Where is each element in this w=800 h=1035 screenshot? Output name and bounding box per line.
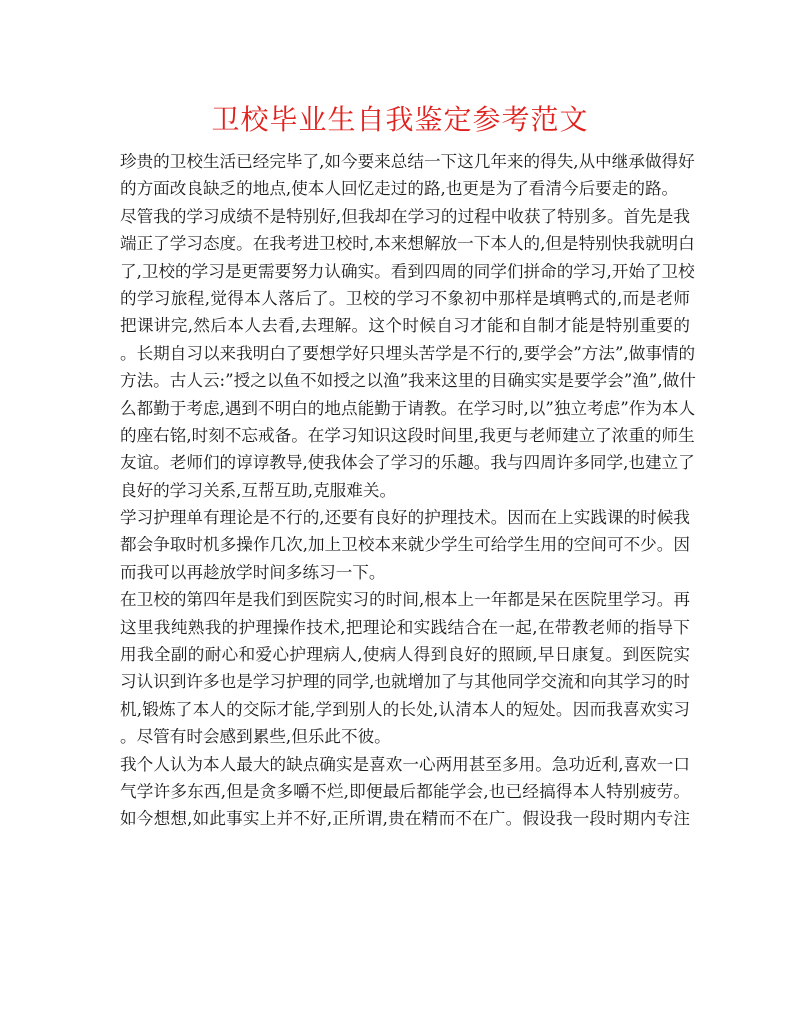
body-line: 。长期自习以来我明白了要想学好只埋头苦学是不行的,要学会”方法”,做事情的 bbox=[120, 343, 696, 363]
body-line: 学习护理单有理论是不行的,还要有良好的护理技术。因而在上实践课的时候我 bbox=[120, 508, 690, 528]
body-line: 我个人认为本人最大的缺点确实是喜欢一心两用甚至多用。急功近利,喜欢一口 bbox=[120, 754, 690, 774]
body-line: 么都勤于考虑,遇到不明白的地点能勤于请教。在学习时,以”独立考虑”作为本人 bbox=[120, 398, 696, 418]
body-line: 的方面改良缺乏的地点,使本人回忆走过的路,也更是为了看清今后要走的路。 bbox=[120, 179, 679, 199]
body-line: 气学许多东西,但是贪多嚼不烂,即便最后都能学会,也已经搞得本人特别疲劳。 bbox=[120, 781, 690, 801]
document-body bbox=[120, 148, 696, 833]
body-line: 友谊。老师们的谆谆教导,使我体会了学习的乐趣。我与四周许多同学,也建立了 bbox=[120, 453, 695, 473]
body-line: 端正了学习态度。在我考进卫校时,本来想解放一下本人的,但是特别快我就明白 bbox=[120, 234, 695, 254]
body-line: 习认识到许多也是学习护理的同学,也就增加了与其他同学交流和向其学习的时 bbox=[120, 672, 690, 692]
body-line: 这里我纯熟我的护理操作技术,把理论和实践结合在一起,在带教老师的指导下 bbox=[120, 617, 690, 637]
body-line: 了,卫校的学习是更需要努力认确实。看到四周的同学们拼命的学习,开始了卫校 bbox=[120, 261, 695, 281]
body-line: 都会争取时机多操作几次,加上卫校本来就少学生可给学生用的空间可不少。因 bbox=[120, 535, 690, 555]
document-title: 卫校毕业生自我鉴定参考范文 bbox=[211, 103, 589, 136]
body-line: 的学习旅程,觉得本人落后了。卫校的学习不象初中那样是填鸭式的,而是老师 bbox=[120, 288, 690, 308]
body-line: 珍贵的卫校生活已经完毕了,如今要来总结一下这几年来的得失,从中继承做得好 bbox=[120, 152, 695, 171]
body-line: 把课讲完,然后本人去看,去理解。这个时候自习才能和自制才能是特别重要的 bbox=[120, 316, 690, 336]
body-line: 如今想想,如此事实上并不好,正所谓,贵在精而不在广。假设我一段时期内专注 bbox=[120, 809, 690, 829]
body-line: 机,锻炼了本人的交际才能,学到别人的长处,认清本人的短处。因而我喜欢实习 bbox=[120, 699, 690, 719]
body-line: 在卫校的第四年是我们到医院实习的时间,根本上一年都是呆在医院里学习。再 bbox=[120, 590, 690, 610]
body-line: 方法。古人云:”授之以鱼不如授之以渔”我来这里的目确实实是要学会”渔”,做什 bbox=[120, 371, 696, 391]
body-line: 而我可以再趁放学时间多练习一下。 bbox=[120, 562, 386, 582]
body-line: 尽管我的学习成绩不是特别好,但我却在学习的过程中收获了特别多。首先是我 bbox=[120, 206, 690, 226]
body-line: 用我全副的耐心和爱心护理病人,使病人得到良好的照顾,早日康复。到医院实 bbox=[120, 645, 690, 665]
body-line: 的座右铭,时刻不忘戒备。在学习知识这段时间里,我更与老师建立了浓重的师生 bbox=[120, 425, 695, 445]
body-line: 。尽管有时会感到累些,但乐此不彼。 bbox=[120, 727, 391, 747]
body-line: 良好的学习关系,互帮互助,克服难关。 bbox=[120, 480, 397, 500]
